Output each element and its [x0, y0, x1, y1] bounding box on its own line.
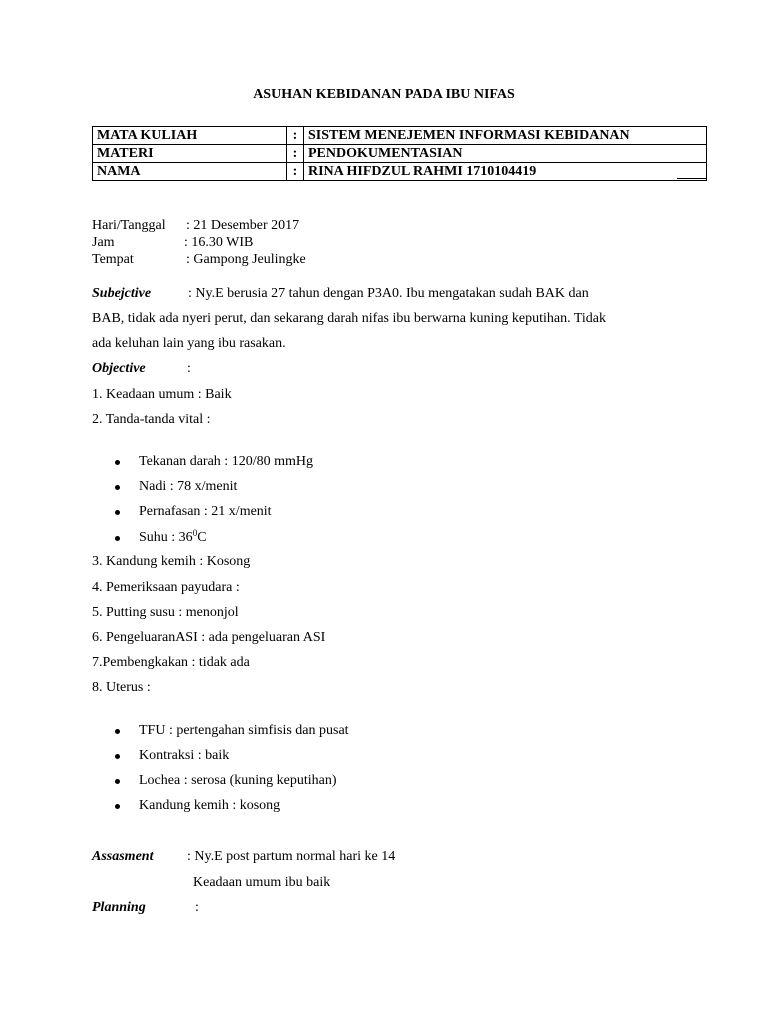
- vital-nadi: Nadi : 78 x/menit: [139, 479, 238, 494]
- vital-tekanan-darah: Tekanan darah : 120/80 mmHg: [139, 454, 313, 469]
- table-row: [93, 163, 707, 181]
- subjective-label: Subejctive: [92, 286, 152, 301]
- info-label: MATERI: [93, 145, 287, 163]
- objective-item-4: 4. Pemeriksaan payudara :: [92, 580, 240, 595]
- tempat-value: : Gampong Jeulingke: [186, 252, 306, 267]
- objective-item-3: 3. Kandung kemih : Kosong: [92, 554, 251, 569]
- hari-label: Hari/Tanggal: [92, 218, 166, 233]
- objective-item-2: 2. Tanda-tanda vital :: [92, 412, 211, 427]
- subjective-line3: ada keluhan lain yang ibu rasakan.: [92, 336, 286, 351]
- uterus-lochea: Lochea : serosa (kuning keputihan): [139, 773, 337, 788]
- jam-value: : 16.30 WIB: [184, 235, 254, 250]
- bullet-icon: [115, 804, 120, 809]
- bullet-icon: [115, 779, 120, 784]
- assasment-label: Assasment: [92, 849, 154, 864]
- info-label: NAMA: [93, 163, 287, 181]
- info-value: RINA HIFDZUL RAHMI 1710104419: [304, 163, 707, 181]
- info-table: [92, 126, 707, 181]
- bullet-icon: [115, 536, 120, 541]
- uterus-tfu: TFU : pertengahan simfisis dan pusat: [139, 723, 349, 738]
- info-value: SISTEM MENEJEMEN INFORMASI KEBIDANAN: [304, 127, 707, 145]
- info-label: MATA KULIAH: [93, 127, 287, 145]
- bullet-icon: [115, 485, 120, 490]
- objective-item-5: 5. Putting susu : menonjol: [92, 605, 239, 620]
- assasment-line1: : Ny.E post partum normal hari ke 14: [187, 849, 396, 864]
- info-separator: :: [287, 127, 304, 145]
- suhu-unit: C: [197, 530, 207, 545]
- planning-label: Planning: [92, 900, 146, 915]
- suhu-value: Suhu : 36: [139, 530, 193, 545]
- info-value: PENDOKUMENTASIAN: [304, 145, 707, 163]
- table-row: [93, 145, 707, 163]
- subjective-line2: BAB, tidak ada nyeri perut, dan sekarang darah nifas ibu berwarna kuning keputihan. Tidak: [92, 311, 606, 326]
- hari-value: : 21 Desember 2017: [186, 218, 300, 233]
- objective-colon: :: [187, 361, 191, 376]
- objective-item-8: 8. Uterus :: [92, 680, 151, 695]
- bullet-icon: [115, 754, 120, 759]
- objective-item-7: 7.Pembengkakan : tidak ada: [92, 655, 250, 670]
- assasment-line2: Keadaan umum ibu baik: [193, 875, 331, 890]
- uterus-kontraksi: Kontraksi : baik: [139, 748, 230, 763]
- vital-pernafasan: Pernafasan : 21 x/menit: [139, 504, 272, 519]
- bullet-icon: [115, 510, 120, 515]
- info-separator: :: [287, 145, 304, 163]
- table-row: [93, 127, 707, 145]
- objective-item-1: 1. Keadaan umum : Baik: [92, 387, 232, 402]
- planning-colon: :: [195, 900, 199, 915]
- table-underline-divider: [677, 178, 707, 179]
- bullet-icon: [115, 460, 120, 465]
- document-title: ASUHAN KEBIDANAN PADA IBU NIFAS: [253, 87, 515, 102]
- objective-label: Objective: [92, 361, 146, 376]
- info-separator: :: [287, 163, 304, 181]
- bullet-icon: [115, 729, 120, 734]
- subjective-line1: : Ny.E berusia 27 tahun dengan P3A0. Ibu mengatakan sudah BAK dan: [188, 286, 589, 301]
- jam-label: Jam: [92, 235, 115, 250]
- vital-suhu: [139, 529, 207, 546]
- tempat-label: Tempat: [92, 252, 134, 267]
- suhu-superscript: 0: [192, 528, 198, 538]
- uterus-kandung-kemih: Kandung kemih : kosong: [139, 798, 281, 813]
- objective-item-6: 6. PengeluaranASI : ada pengeluaran ASI: [92, 630, 326, 645]
